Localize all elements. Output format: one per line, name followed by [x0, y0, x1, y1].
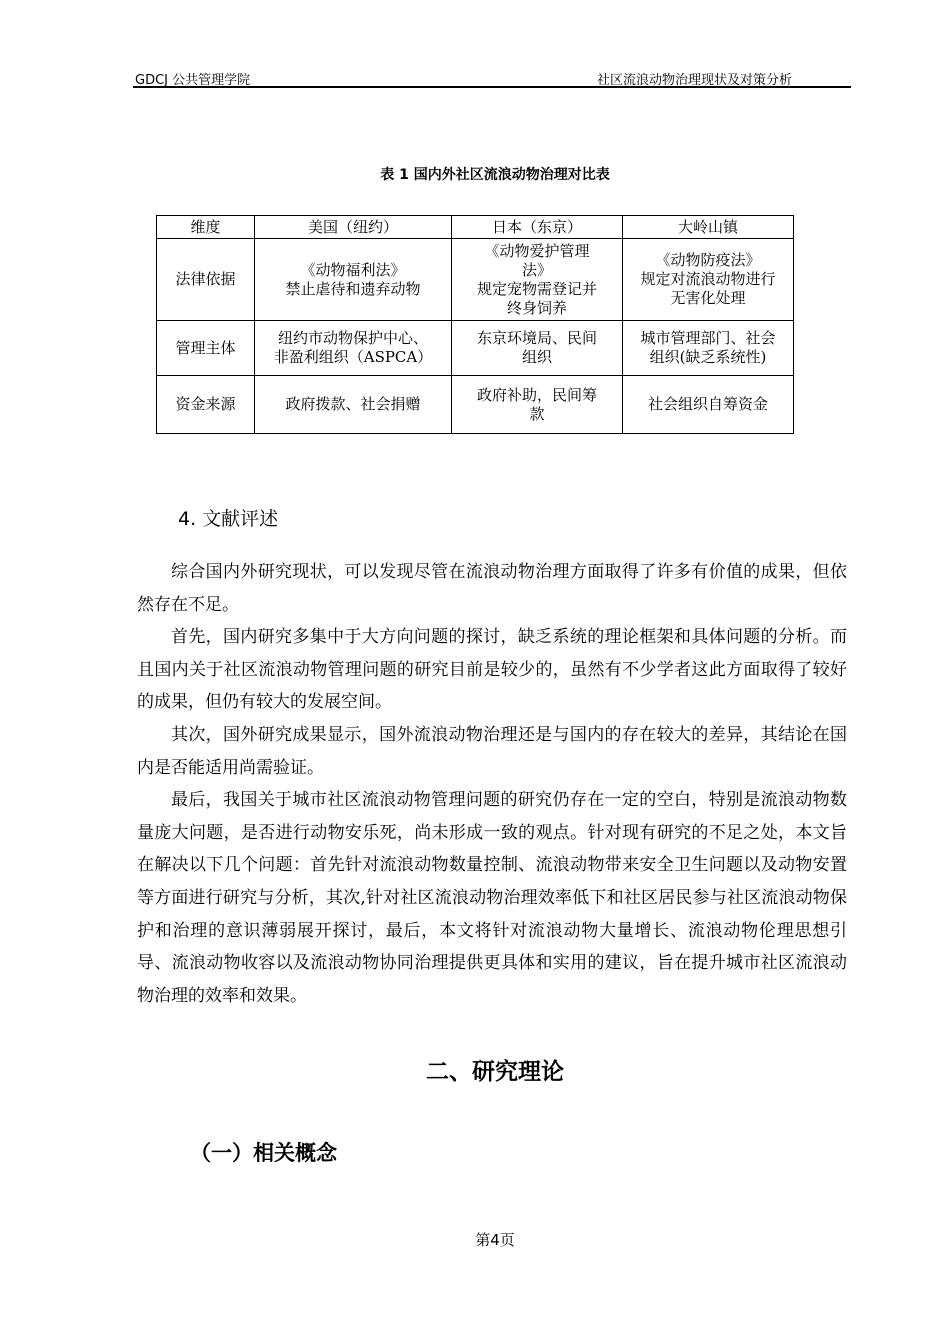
- cell-line: 《动物爱护管理: [484, 241, 590, 260]
- cell-line: 无害化处理: [670, 289, 746, 307]
- comparison-table: [156, 215, 794, 434]
- cell-line: 组织(缺乏系统性): [649, 348, 767, 366]
- cell-line: 组织: [521, 348, 552, 366]
- row-dimension: 法律依据: [157, 239, 255, 321]
- table-row: [157, 376, 794, 434]
- table-cell: [255, 376, 452, 434]
- section-heading: 4. 文献评述: [178, 508, 279, 530]
- cell-line: 终身饲养: [506, 298, 567, 317]
- cell-line: 非盈利组织（ASPCA）: [273, 348, 433, 366]
- table-header-row: [157, 216, 794, 239]
- row-dimension: 管理主体: [157, 321, 255, 376]
- table-row: [157, 321, 794, 376]
- cell-line: 城市管理部门、社会: [640, 329, 776, 347]
- table-row: [157, 239, 794, 321]
- cell-line: 规定对流浪动物进行: [640, 270, 776, 288]
- cell-line: 《动物福利法》: [300, 260, 406, 279]
- table-cell: [255, 321, 452, 376]
- table-cell: [255, 239, 452, 321]
- cell-line: 政府拨款、社会捐赠: [285, 395, 421, 413]
- subsection-heading: （一）相关概念: [190, 1141, 337, 1165]
- paragraph: 其次，国外研究成果显示，国外流浪动物治理还是与国内的存在较大的差异，其结论在国内是否能适用尚需验证。: [137, 724, 847, 778]
- cell-line: 社会组织自筹资金: [647, 395, 768, 413]
- body-text: [137, 556, 847, 1012]
- paragraph: 最后，我国关于城市社区流浪动物管理问题的研究仍存在一定的空白，特别是流浪动物数量庞大问题，是否进行动物安乐死，尚未形成一致的观点。针对现有研究的不足之处，本文旨在解决以下几个问题：首先针对流浪动物数量控制、流浪动物带来安全卫生问题以及动物安置等方面进行研究与分析，其次,针对社区流浪动物治理效率低下和社区居民参与社区流浪动物保护和治理的意识薄弱展开探讨，最后，本文将针对流浪动物大量增长、流浪动物伦理思想引导、流浪动物收容以及流浪动物协同治理提供更具体和实用的建议，旨在提升城市社区流浪动物治理的效率和效果。: [137, 790, 847, 1006]
- cell-line: 法》: [521, 260, 552, 279]
- table-cell: [452, 239, 623, 321]
- column-header: 美国（纽约）: [255, 216, 452, 239]
- table-caption: 表 1 国内外社区流浪动物治理对比表: [380, 167, 610, 183]
- cell-line: 禁止虐待和遗弃动物: [285, 279, 421, 298]
- table-cell: [623, 239, 794, 321]
- page-number: 第4页: [475, 1231, 515, 1249]
- header-title: 社区流浪动物治理现状及对策分析: [596, 73, 792, 88]
- paragraph: 综合国内外研究现状，可以发现尽管在流浪动物治理方面取得了许多有价值的成果，但依然存在不足。: [137, 562, 847, 615]
- header-college: GDCJ 公共管理学院: [135, 73, 251, 88]
- header-rule: [133, 86, 851, 88]
- paragraph: 首先，国内研究多集中于大方向问题的探讨，缺乏系统的理论框架和具体问题的分析。而且国内关于社区流浪动物管理问题的研究目前是较少的，虽然有不少学者这此方面取得了较好的成果，但仍有较大的发展空间。: [137, 627, 847, 713]
- cell-line: 《动物防疫法》: [655, 251, 761, 269]
- cell-line: 东京环境局、民间: [476, 329, 597, 347]
- table-cell: [452, 321, 623, 376]
- table-cell: [623, 376, 794, 434]
- column-header: 维度: [157, 216, 255, 239]
- cell-line: 规定宠物需登记并: [476, 279, 597, 298]
- chapter-heading: 二、研究理论: [426, 1059, 564, 1085]
- column-header: 日本（东京）: [452, 216, 623, 239]
- cell-line: 纽约市动物保护中心、: [277, 329, 428, 347]
- row-dimension: 资金来源: [157, 376, 255, 434]
- cell-line: 款: [529, 404, 545, 423]
- column-header: 大岭山镇: [623, 216, 794, 239]
- table-cell: [452, 376, 623, 434]
- cell-line: 政府补助，民间筹: [476, 385, 597, 404]
- table-cell: [623, 321, 794, 376]
